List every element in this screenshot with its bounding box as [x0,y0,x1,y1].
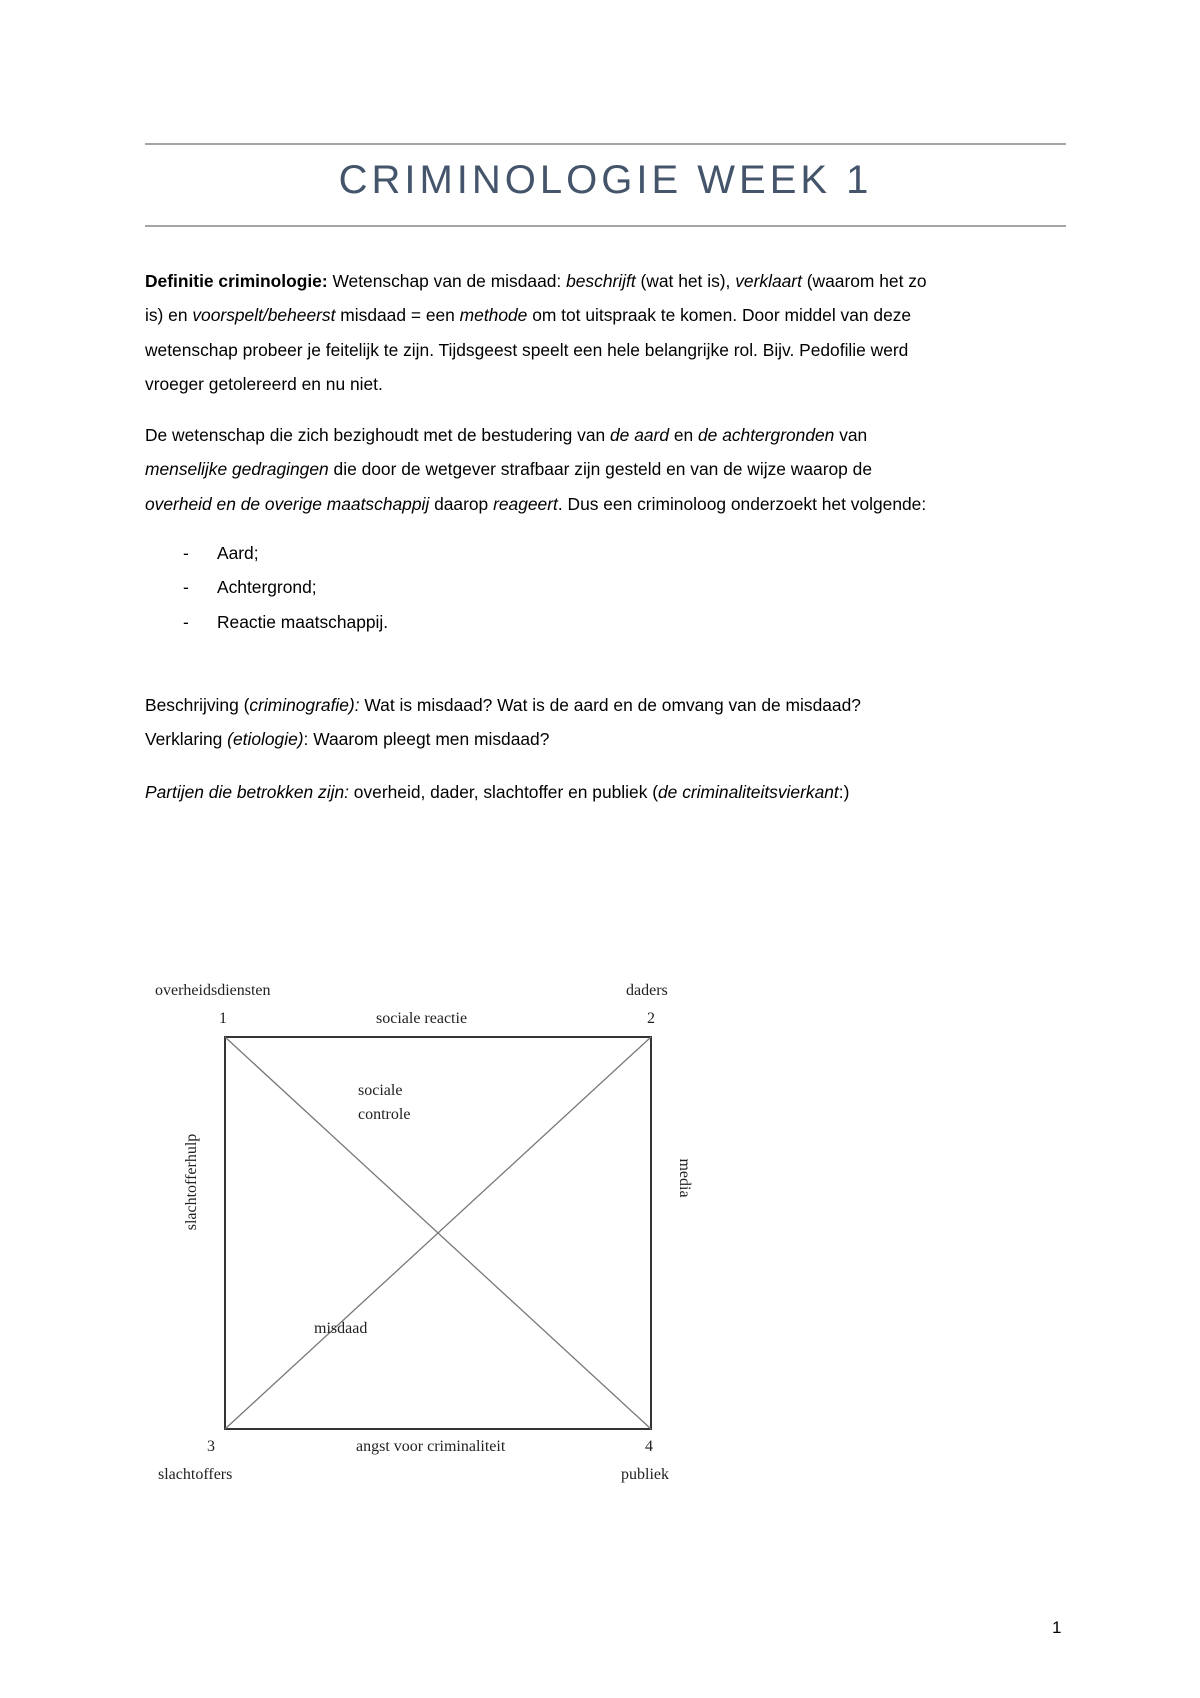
corner-number-4: 4 [645,1438,653,1455]
text-run: :) [838,782,850,802]
text-run: en [669,425,699,445]
text-run: Wetenschap van de misdaad: [327,271,567,291]
italic-text: voorspelt/beheerst [192,305,336,325]
list-dash: - [183,577,189,597]
italic-text: beschrijft [566,271,636,291]
text-run: wetenschap probeer je feitelijk te zijn. Tijdsgeest speelt een hele belangrijke rol. Bijv. Pedofilie werd [145,340,909,360]
label-misdaad: misdaad [314,1320,368,1337]
page-title: CRIMINOLOGIE WEEK 1 [338,158,873,202]
page-number: 1 [1052,1618,1062,1637]
italic-text: de achtergronden [698,425,835,445]
italic-text: Partijen die betrokken zijn: [145,782,349,802]
italic-text: menselijke gedragingen [145,459,329,479]
text-run: . Dus een criminoloog onderzoekt het volgende: [557,494,927,514]
label-controle: controle [358,1106,411,1123]
italic-text: overheid en de overige maatschappij [145,494,430,514]
italic-text: verklaart [735,271,802,291]
text-run: (waarom het zo [801,271,927,291]
text-run: Verklaring [145,729,228,749]
corner-number-3: 3 [207,1438,215,1455]
label-publiek: publiek [621,1466,669,1483]
corner-number-2: 2 [647,1010,655,1027]
text-run: die door de wetgever strafbaar zijn gesteld en van de wijze waarop de [328,459,872,479]
text-run: van [834,425,868,445]
text-run: vroeger getolereerd en nu niet. [145,374,383,394]
text-run: Beschrijving ( [145,695,250,715]
label-slachtofferhulp: slachtofferhulp [183,1133,200,1231]
text-run: De wetenschap die zich bezighoudt met de bestudering van [145,425,611,445]
list-dash: - [183,543,189,563]
text-run: : Waarom pleegt men misdaad? [303,729,550,749]
text-run: om tot uitspraak te komen. Door middel van deze [527,305,912,325]
text-run: (wat het is), [635,271,736,291]
bold-text: Definitie criminologie: [145,271,328,291]
italic-text: de criminaliteitsvierkant [658,782,839,802]
label-sociale-reactie: sociale reactie [376,1010,468,1027]
text-run: misdaad = een [335,305,460,325]
italic-text: criminografie): [249,695,360,715]
list-item-text: Achtergrond; [217,577,317,597]
italic-text: reageert [493,494,558,514]
label-sociale: sociale [358,1082,403,1099]
list-dash: - [183,612,189,632]
text-run: daarop [429,494,494,514]
list-item-text: Reactie maatschappij. [217,612,389,632]
label-daders: daders [626,982,668,999]
label-slachtoffers: slachtoffers [158,1466,233,1483]
label-media: media [676,1158,693,1198]
italic-text: methode [459,305,528,325]
text-run: Wat is misdaad? Wat is de aard en de omvang van de misdaad? [359,695,861,715]
label-overheidsdiensten: overheidsdiensten [155,982,271,999]
list-item-text: Aard; [217,543,259,563]
italic-text: de aard [610,425,669,445]
corner-number-1: 1 [219,1010,227,1027]
text-run: overheid, dader, slachtoffer en publiek ( [348,782,659,802]
italic-text: (etiologie) [227,729,304,749]
label-angst-voor-criminaliteit: angst voor criminaliteit [356,1438,506,1455]
text-run: is) en [145,305,193,325]
